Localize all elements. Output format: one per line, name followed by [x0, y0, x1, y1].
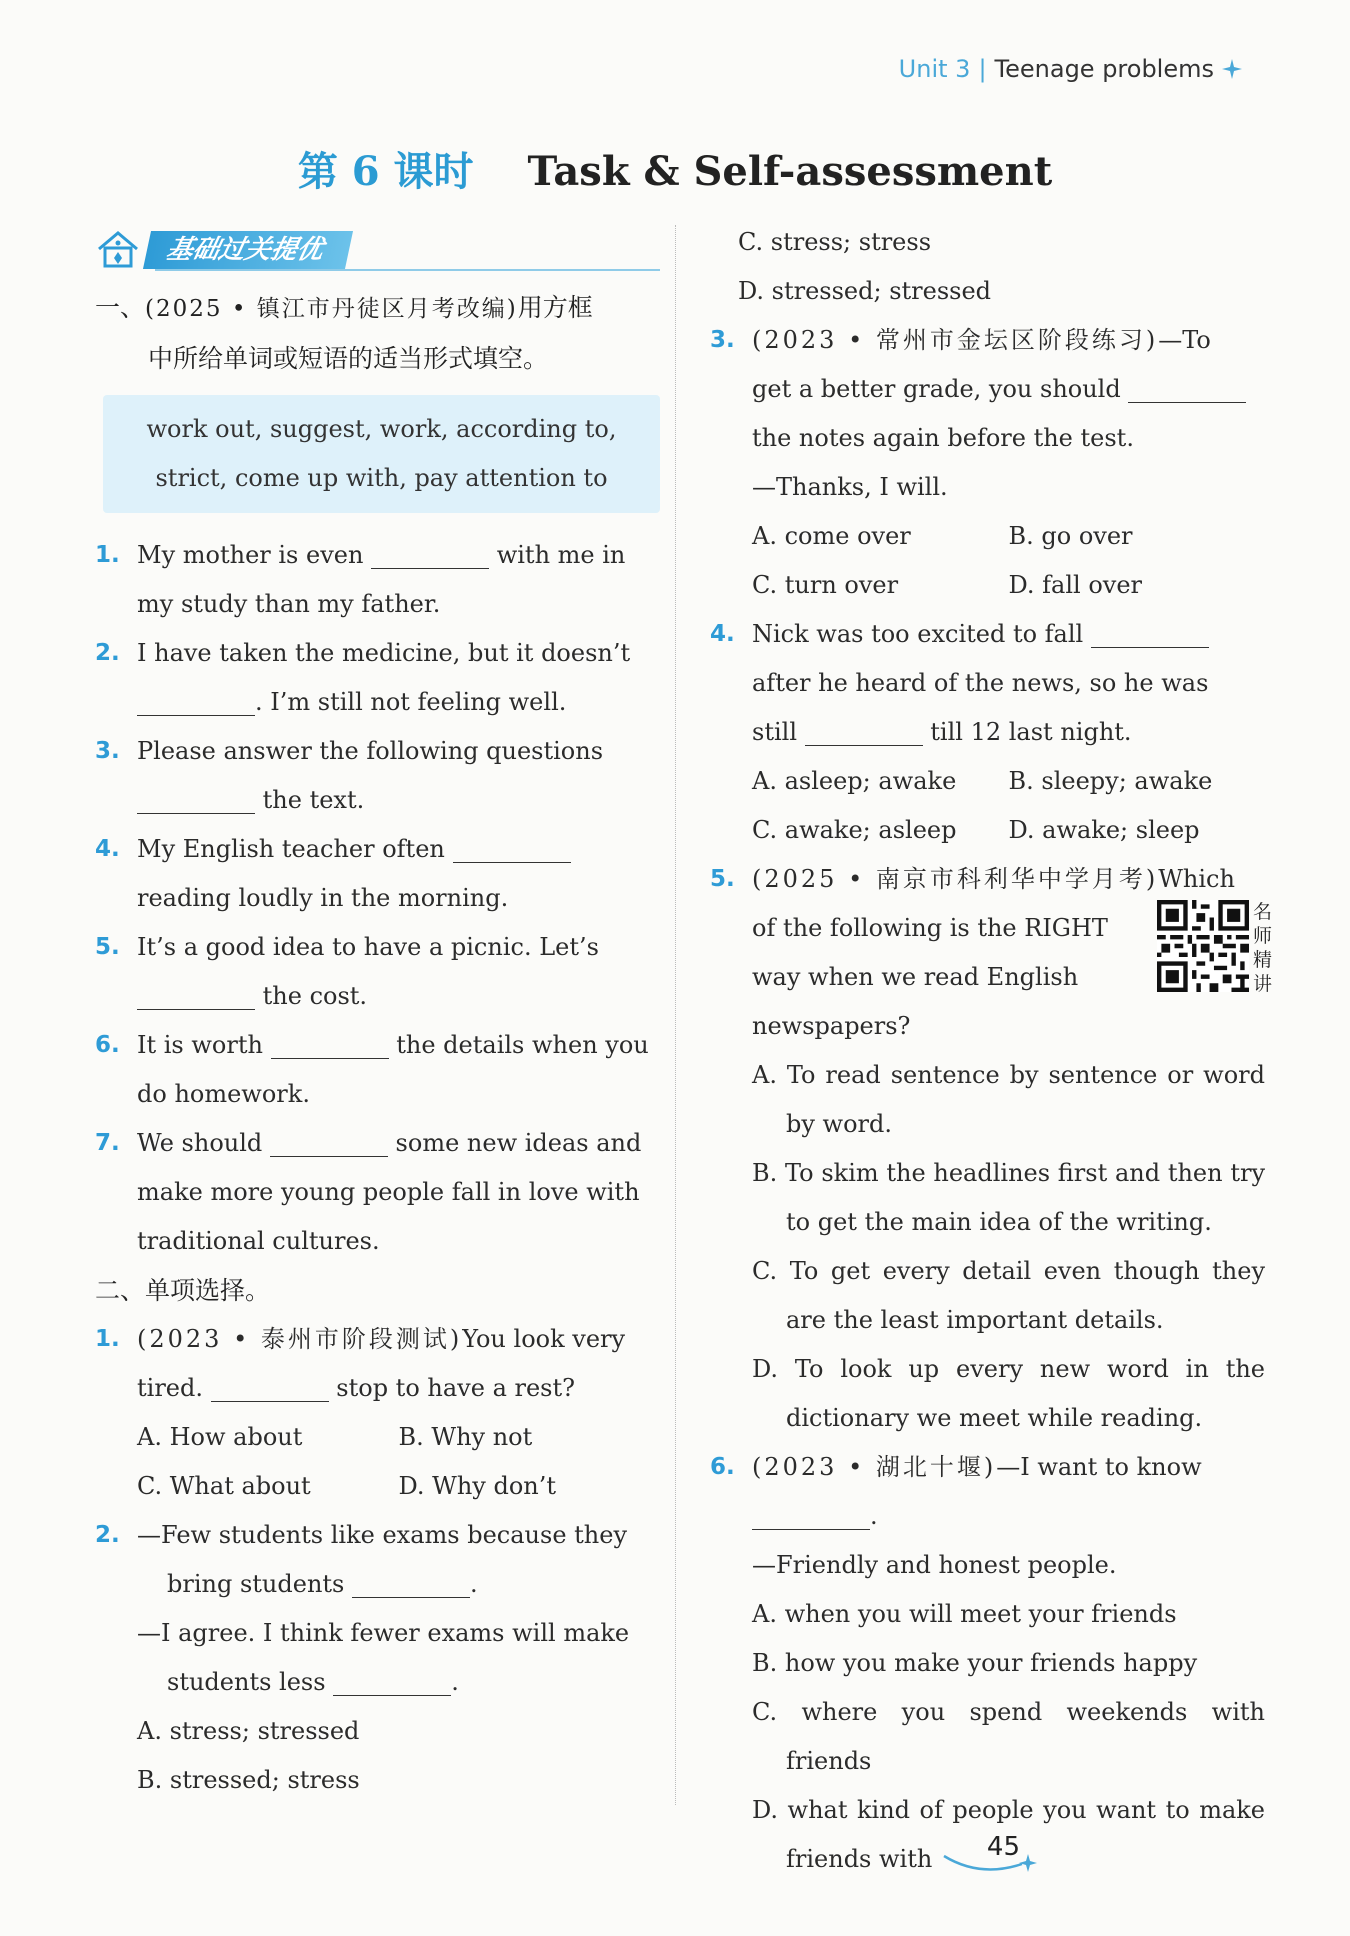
page-number-swoosh-icon [940, 1850, 1040, 1876]
banner-label: 基础过关提优 [143, 231, 353, 269]
item-number: 6. [95, 1032, 120, 1058]
answer-blank[interactable] [270, 1126, 388, 1157]
answer-blank[interactable] [271, 1028, 389, 1059]
fill-item-1 [95, 531, 660, 629]
lesson-title: Task & Self-assessment [527, 148, 1053, 195]
option-b[interactable]: B. To skim the headlines first and then try to get the main idea of the writing. [752, 1159, 1265, 1236]
fill-item-3 [95, 727, 660, 825]
item-text: with me in [496, 541, 626, 569]
question-source: (2023 • 湖北十堰) [752, 1453, 997, 1481]
item-text: —To [1158, 326, 1211, 354]
right-column [710, 218, 1273, 1884]
item-text: after he heard of the news, so he was [752, 669, 1209, 697]
header-separator: | [978, 55, 987, 83]
item-text: newspapers? [752, 1012, 911, 1040]
qr-code-icon[interactable] [1157, 900, 1249, 992]
option-c[interactable]: C. awake; asleep [752, 816, 957, 844]
item-text: make more young people fall in love with [137, 1178, 640, 1206]
item-text: . [470, 1570, 478, 1598]
choice-q6 [710, 1443, 1265, 1590]
item-text: . [870, 1502, 878, 1530]
option-b[interactable]: B. go over [1008, 522, 1133, 550]
option-c[interactable]: C. where you spend weekends with friends [752, 1698, 1265, 1775]
part1-heading-cont: 中所给单词或短语的适当形式填空。 [148, 344, 549, 373]
item-number: 7. [95, 1130, 120, 1156]
running-header [899, 55, 1242, 83]
item-text: do homework. [137, 1080, 310, 1108]
item-text: the text. [262, 786, 365, 814]
banner-underline [155, 269, 660, 271]
item-text: I have taken the medicine, but it doesn’t [137, 639, 631, 667]
option-b[interactable]: B. Why not [398, 1423, 533, 1451]
option-a[interactable]: A. To read sentence by sentence or word by word. [752, 1061, 1265, 1138]
item-text: traditional cultures. [137, 1227, 380, 1255]
item-text: way when we read English [752, 963, 1079, 991]
item-text: Which [1158, 865, 1235, 893]
item-text: the notes again before the test. [752, 424, 1134, 452]
option-d[interactable]: D. Why don’t [398, 1472, 556, 1500]
item-text: till 12 last night. [930, 718, 1132, 746]
option-c[interactable]: C. What about [137, 1472, 311, 1500]
fill-item-2 [95, 629, 660, 727]
part1-heading [95, 283, 660, 334]
item-text: . [451, 1668, 459, 1696]
answer-blank[interactable] [371, 538, 489, 569]
item-text: —Few students like exams because they [137, 1521, 628, 1549]
option-d[interactable]: D. what kind of people you want to make friends with [752, 1796, 1265, 1873]
choice-q2-options-left [95, 1707, 660, 1805]
question-source: (2023 • 常州市金坛区阶段练习) [752, 326, 1159, 354]
house-icon [95, 229, 141, 269]
part1-text: 用方框 [517, 293, 593, 322]
item-text: some new ideas and [395, 1129, 642, 1157]
choice-q4 [710, 610, 1265, 757]
option-b[interactable]: B. how you make your friends happy [752, 1649, 1198, 1677]
item-text: We should [137, 1129, 263, 1157]
word-box-line: work out, suggest, work, according to, [146, 415, 617, 443]
question-source: (2023 • 泰州市阶段测试) [137, 1325, 463, 1353]
item-text: the details when you [396, 1031, 649, 1059]
item-text: —Thanks, I will. [752, 473, 948, 501]
option-d[interactable]: D. To look up every new word in the dictionary we meet while reading. [752, 1355, 1265, 1432]
item-text: still [752, 718, 797, 746]
choice-q5-options [710, 1051, 1265, 1443]
option-a[interactable]: A. stress; stressed [137, 1717, 360, 1745]
item-text: It is worth [137, 1031, 263, 1059]
left-column [95, 225, 660, 1805]
fill-item-4 [95, 825, 660, 923]
answer-blank[interactable] [1091, 617, 1209, 648]
choice-q1-options [95, 1413, 660, 1511]
option-b[interactable]: B. sleepy; awake [1008, 767, 1213, 795]
answer-blank[interactable] [805, 715, 923, 746]
item-text: My English teacher often [137, 835, 445, 863]
part2-heading: 二、单项选择。 [95, 1276, 271, 1305]
item-number: 2. [95, 640, 120, 666]
item-number: 4. [95, 836, 120, 862]
item-text: My mother is even [137, 541, 364, 569]
fill-item-7 [95, 1119, 660, 1266]
item-text: of the following is the RIGHT [752, 914, 1108, 942]
item-text: bring students [167, 1570, 345, 1598]
answer-blank[interactable] [137, 783, 255, 814]
choice-q4-options [710, 757, 1265, 855]
option-d[interactable]: D. awake; sleep [1008, 816, 1200, 844]
option-d[interactable]: D. stressed; stressed [738, 277, 992, 305]
item-number: 2. [95, 1522, 120, 1548]
option-a[interactable]: A. come over [752, 522, 911, 550]
answer-blank[interactable] [137, 979, 255, 1010]
choice-q2 [95, 1511, 660, 1707]
sparkle-icon [1222, 59, 1242, 79]
item-text: —I want to know [996, 1453, 1202, 1481]
item-number: 5. [710, 866, 735, 892]
item-text: the cost. [262, 982, 368, 1010]
answer-blank[interactable] [333, 1665, 451, 1696]
choice-q1 [95, 1315, 660, 1413]
section-banner [95, 225, 660, 271]
fill-item-6 [95, 1021, 660, 1119]
item-text: students less [167, 1668, 326, 1696]
item-text: get a better grade, you should [752, 375, 1121, 403]
item-text: Nick was too excited to fall [752, 620, 1084, 648]
item-number: 5. [95, 934, 120, 960]
option-c[interactable]: C. To get every detail even though they are the least important details. [752, 1257, 1265, 1334]
item-number: 1. [95, 1326, 120, 1352]
part1-number: 一、 [95, 293, 146, 322]
question-source: (2025 • 南京市科利华中学月考) [752, 865, 1159, 893]
item-text: —I agree. I think fewer exams will make [137, 1619, 630, 1647]
option-a[interactable]: A. How about [137, 1423, 303, 1451]
item-number: 3. [710, 327, 735, 353]
lesson-number: 第 6 课时 [297, 148, 474, 195]
answer-blank[interactable] [752, 1499, 870, 1530]
item-number: 6. [710, 1454, 735, 1480]
item-number: 3. [95, 738, 120, 764]
option-b[interactable]: B. stressed; stress [137, 1766, 360, 1794]
item-text: stop to have a rest? [336, 1374, 576, 1402]
topic-label: Teenage problems [994, 55, 1214, 83]
item-text: —Friendly and honest people. [752, 1551, 1117, 1579]
qr-label: 名师精讲 [1253, 901, 1273, 995]
item-text: Please answer the following questions [137, 737, 604, 765]
answer-blank[interactable] [211, 1371, 329, 1402]
option-a[interactable]: A. when you will meet your friends [752, 1600, 1177, 1628]
answer-blank[interactable] [352, 1567, 470, 1598]
option-c[interactable]: C. turn over [752, 571, 899, 599]
choice-q5 [710, 855, 1273, 1051]
fill-item-5 [95, 923, 660, 1021]
item-text: tired. [137, 1374, 203, 1402]
option-c[interactable]: C. stress; stress [738, 228, 932, 256]
option-d[interactable]: D. fall over [1008, 571, 1142, 599]
item-text: . I’m still not feeling well. [255, 688, 567, 716]
page-title [0, 140, 1350, 197]
answer-blank[interactable] [137, 685, 255, 716]
qr-block [1157, 900, 1275, 996]
choice-q2-options-right [710, 218, 1265, 316]
part1-source: (2025 • 镇江市丹徒区月考改编) [145, 296, 518, 322]
word-box [103, 395, 660, 513]
option-a[interactable]: A. asleep; awake [752, 767, 957, 795]
answer-blank[interactable] [1128, 372, 1246, 403]
item-number: 1. [95, 542, 120, 568]
item-number: 4. [710, 621, 735, 647]
item-text: my study than my father. [137, 590, 441, 618]
unit-label: Unit 3 [898, 55, 971, 83]
word-box-line: strict, come up with, pay attention to [155, 464, 608, 492]
page-number: 45 [986, 1832, 1020, 1862]
column-divider [675, 225, 676, 1805]
item-text: reading loudly in the morning. [137, 884, 509, 912]
item-text: You look very [462, 1325, 626, 1353]
item-text: It’s a good idea to have a picnic. Let’s [137, 933, 599, 961]
answer-blank[interactable] [453, 832, 571, 863]
choice-q3-options [710, 512, 1265, 610]
choice-q3 [710, 316, 1265, 512]
